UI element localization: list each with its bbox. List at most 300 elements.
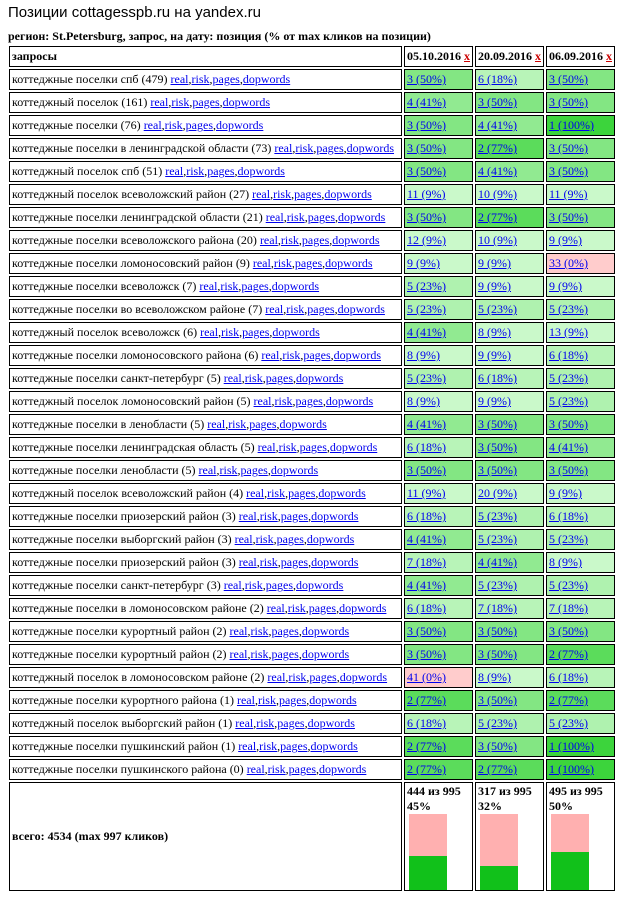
query-link-risk[interactable]: risk: [219, 463, 238, 477]
query-link-risk[interactable]: risk: [278, 440, 297, 454]
delete-date-link[interactable]: x: [606, 49, 612, 63]
query-link-real[interactable]: real: [229, 647, 248, 661]
query-link-dopwords[interactable]: dopwords: [319, 762, 367, 776]
position-link[interactable]: 3 (50%): [478, 463, 517, 477]
query-link-real[interactable]: real: [265, 210, 284, 224]
query-link-pages[interactable]: pages: [271, 624, 299, 638]
position-link[interactable]: 3 (50%): [478, 647, 517, 661]
position-link[interactable]: 11 (9%): [407, 187, 446, 201]
position-link[interactable]: 5 (23%): [478, 302, 517, 316]
query-link-pages[interactable]: pages: [288, 486, 316, 500]
query-link-dopwords[interactable]: dopwords: [339, 601, 387, 615]
query-link-pages[interactable]: pages: [277, 716, 305, 730]
link-separator: ,: [262, 578, 266, 592]
position-cell: [475, 230, 544, 251]
query-link-risk[interactable]: risk: [255, 532, 274, 546]
query-link-risk[interactable]: risk: [228, 417, 247, 431]
query-link-dopwords[interactable]: dopwords: [329, 440, 378, 454]
query-link-dopwords[interactable]: dopwords: [346, 141, 395, 155]
position-cell: [404, 253, 473, 274]
query-link-pages[interactable]: pages: [207, 164, 235, 178]
query-link-dopwords[interactable]: dopwords: [337, 302, 385, 316]
query-link-real[interactable]: real: [229, 624, 248, 638]
position-link[interactable]: 1 (100%): [549, 118, 594, 132]
link-separator: ,: [285, 486, 289, 500]
query-link-real[interactable]: real: [236, 693, 255, 707]
query-link-pages[interactable]: pages: [316, 141, 344, 155]
position-link[interactable]: 7 (18%): [549, 601, 588, 615]
query-link-dopwords[interactable]: dopwords: [270, 463, 319, 477]
query-link-pages[interactable]: pages: [240, 463, 268, 477]
query-link-dopwords[interactable]: dopwords: [272, 325, 320, 339]
position-link[interactable]: 5 (23%): [549, 578, 588, 592]
position-link[interactable]: 3 (50%): [407, 463, 446, 477]
position-link[interactable]: 3 (50%): [407, 141, 446, 155]
position-link[interactable]: 5 (23%): [407, 279, 446, 293]
query-link-risk[interactable]: risk: [282, 348, 301, 362]
query-link-pages[interactable]: pages: [271, 647, 299, 661]
link-separator: ,: [217, 279, 221, 293]
position-cell: [546, 690, 615, 711]
query-cell: [9, 483, 402, 504]
query-link-pages[interactable]: pages: [241, 279, 269, 293]
position-link[interactable]: 3 (50%): [478, 739, 517, 753]
query-text: коттеджные поселки спб (479): [12, 72, 168, 86]
query-text: коттеджные поселки всеволожск (7): [12, 279, 197, 293]
position-link[interactable]: 3 (50%): [478, 95, 517, 109]
position-link[interactable]: 6 (18%): [549, 348, 588, 362]
query-link-pages[interactable]: pages: [185, 118, 213, 132]
query-link-dopwords[interactable]: dopwords: [296, 371, 344, 385]
link-separator: ,: [336, 601, 340, 615]
link-separator: ,: [247, 647, 251, 661]
query-link-real[interactable]: real: [235, 716, 254, 730]
query-link-real[interactable]: real: [253, 394, 272, 408]
table-row: [9, 276, 615, 297]
query-link-pages[interactable]: pages: [307, 210, 336, 224]
table-row: [9, 161, 615, 182]
position-link[interactable]: 3 (50%): [549, 417, 588, 431]
query-text: коттеджный поселок всеволожск (6): [12, 325, 198, 339]
query-cell: [9, 575, 402, 596]
position-cell: [546, 230, 615, 251]
query-link-dopwords[interactable]: dopwords: [301, 647, 350, 661]
link-separator: ,: [293, 371, 297, 385]
query-link-risk[interactable]: risk: [220, 279, 239, 293]
query-link-dopwords[interactable]: dopwords: [306, 532, 355, 546]
query-link-pages[interactable]: pages: [307, 302, 335, 316]
link-separator: ,: [277, 555, 281, 569]
query-link-dopwords[interactable]: dopwords: [310, 739, 358, 753]
position-link[interactable]: 5 (23%): [478, 509, 517, 523]
position-link[interactable]: 2 (77%): [478, 141, 517, 155]
query-link-risk[interactable]: risk: [273, 187, 292, 201]
position-link[interactable]: 6 (18%): [407, 440, 446, 454]
query-link-risk[interactable]: risk: [186, 164, 205, 178]
query-link-dopwords[interactable]: dopwords: [296, 578, 344, 592]
position-cell: [475, 69, 544, 90]
position-link[interactable]: 5 (23%): [478, 578, 517, 592]
position-link[interactable]: 5 (23%): [549, 371, 588, 385]
position-link[interactable]: 2 (77%): [478, 762, 517, 776]
query-link-risk[interactable]: risk: [244, 371, 263, 385]
position-cell: [546, 506, 615, 527]
query-link-dopwords[interactable]: dopwords: [311, 555, 359, 569]
position-link[interactable]: 4 (41%): [407, 578, 446, 592]
query-link-pages[interactable]: pages: [242, 325, 270, 339]
position-link[interactable]: 7 (18%): [407, 555, 446, 569]
query-link-real[interactable]: real: [246, 762, 265, 776]
query-link-real[interactable]: real: [261, 348, 280, 362]
position-link[interactable]: 8 (9%): [549, 555, 582, 569]
position-link[interactable]: 11 (9%): [549, 187, 588, 201]
position-link[interactable]: 5 (23%): [407, 302, 446, 316]
position-link[interactable]: 3 (50%): [407, 647, 446, 661]
position-link[interactable]: 2 (77%): [407, 693, 446, 707]
query-link-real[interactable]: real: [259, 233, 278, 247]
position-link[interactable]: 9 (9%): [478, 256, 511, 270]
query-link-dopwords[interactable]: dopwords: [309, 693, 357, 707]
position-link[interactable]: 8 (9%): [407, 394, 440, 408]
query-cell: [9, 621, 402, 642]
position-link[interactable]: 8 (9%): [407, 348, 440, 362]
query-link-pages[interactable]: pages: [294, 256, 323, 270]
position-link[interactable]: 5 (23%): [549, 716, 588, 730]
position-link[interactable]: 2 (77%): [549, 647, 588, 661]
position-link[interactable]: 9 (9%): [478, 279, 511, 293]
position-link[interactable]: 5 (23%): [549, 302, 588, 316]
position-link[interactable]: 3 (50%): [478, 624, 517, 638]
query-link-real[interactable]: real: [238, 555, 257, 569]
table-row: [9, 368, 615, 389]
link-separator: ,: [304, 210, 308, 224]
position-link[interactable]: 3 (50%): [549, 164, 588, 178]
query-link-risk[interactable]: risk: [295, 141, 314, 155]
query-text: коттеджный поселок спб (51): [12, 164, 163, 178]
query-link-real[interactable]: real: [150, 95, 169, 109]
position-link[interactable]: 10 (9%): [478, 233, 517, 247]
query-link-real[interactable]: real: [223, 371, 242, 385]
query-link-real[interactable]: real: [267, 670, 286, 684]
query-link-pages[interactable]: pages: [280, 739, 308, 753]
query-link-dopwords[interactable]: dopwords: [339, 670, 388, 684]
link-separator: ,: [304, 716, 308, 730]
query-link-pages[interactable]: pages: [280, 509, 309, 523]
position-cell: [404, 690, 473, 711]
query-link-pages[interactable]: pages: [265, 371, 294, 385]
position-cell: [546, 667, 615, 688]
query-link-dopwords[interactable]: dopwords: [325, 256, 373, 270]
query-link-real[interactable]: real: [223, 578, 242, 592]
position-link[interactable]: 10 (9%): [478, 187, 517, 201]
position-cell: [404, 69, 473, 90]
link-separator: ,: [273, 532, 277, 546]
position-link[interactable]: 5 (23%): [549, 532, 588, 546]
query-link-pages[interactable]: pages: [295, 394, 323, 408]
query-link-dopwords[interactable]: dopwords: [324, 187, 372, 201]
query-link-pages[interactable]: pages: [192, 95, 220, 109]
query-link-dopwords[interactable]: dopwords: [332, 233, 380, 247]
query-link-risk[interactable]: risk: [288, 670, 307, 684]
query-link-dopwords[interactable]: dopwords: [311, 509, 359, 523]
delete-date-link[interactable]: x: [535, 49, 541, 63]
query-link-pages[interactable]: pages: [278, 693, 307, 707]
query-link-real[interactable]: real: [143, 118, 162, 132]
position-cell: [475, 621, 544, 642]
position-link[interactable]: 4 (41%): [478, 555, 517, 569]
query-link-real[interactable]: real: [165, 164, 184, 178]
position-link[interactable]: 4 (41%): [407, 532, 446, 546]
position-link[interactable]: 5 (23%): [407, 371, 446, 385]
position-link[interactable]: 3 (50%): [478, 440, 517, 454]
link-separator: ,: [268, 647, 272, 661]
query-cell: [9, 368, 402, 389]
position-link[interactable]: 8 (9%): [478, 325, 511, 339]
position-link[interactable]: 4 (41%): [478, 164, 517, 178]
query-link-real[interactable]: real: [238, 739, 257, 753]
position-link[interactable]: 6 (18%): [407, 716, 446, 730]
query-link-real[interactable]: real: [199, 279, 218, 293]
query-link-risk[interactable]: risk: [286, 210, 305, 224]
link-separator: ,: [285, 762, 289, 776]
link-separator: ,: [283, 302, 287, 316]
query-link-real[interactable]: real: [246, 486, 265, 500]
query-cell: [9, 414, 402, 435]
query-link-dopwords[interactable]: dopwords: [271, 279, 320, 293]
position-link[interactable]: 1 (100%): [549, 739, 594, 753]
query-link-risk[interactable]: risk: [250, 624, 269, 638]
position-link[interactable]: 4 (41%): [478, 118, 517, 132]
total-clicks: 317 из 995: [478, 784, 532, 798]
position-cell: [404, 414, 473, 435]
query-link-real[interactable]: real: [252, 187, 271, 201]
query-link-real[interactable]: real: [234, 532, 253, 546]
query-text: коттеджный поселок выборгский район (1): [12, 716, 233, 730]
query-link-dopwords[interactable]: dopwords: [333, 348, 381, 362]
query-link-dopwords[interactable]: dopwords: [301, 624, 350, 638]
position-link[interactable]: 1 (100%): [549, 762, 594, 776]
header-row: [9, 46, 615, 67]
position-link[interactable]: 6 (18%): [549, 509, 588, 523]
position-link[interactable]: 6 (18%): [549, 670, 588, 684]
position-link[interactable]: 11 (9%): [407, 486, 446, 500]
query-text: коттеджный поселок ломоносовский район (5): [12, 394, 251, 408]
query-link-dopwords[interactable]: dopwords: [338, 210, 386, 224]
link-separator: ,: [298, 624, 302, 638]
position-link[interactable]: 6 (18%): [407, 509, 446, 523]
position-link[interactable]: 5 (23%): [549, 394, 588, 408]
position-link[interactable]: 12 (9%): [407, 233, 446, 247]
position-link[interactable]: 3 (50%): [549, 72, 588, 86]
link-separator: ,: [274, 716, 278, 730]
position-link[interactable]: 3 (50%): [407, 210, 446, 224]
position-link[interactable]: 9 (9%): [549, 279, 582, 293]
query-link-risk[interactable]: risk: [259, 739, 278, 753]
query-link-risk[interactable]: risk: [244, 578, 263, 592]
query-link-pages[interactable]: pages: [308, 601, 337, 615]
position-link[interactable]: 2 (77%): [549, 693, 588, 707]
query-link-real[interactable]: real: [257, 440, 276, 454]
query-link-risk[interactable]: risk: [286, 302, 305, 316]
query-link-pages[interactable]: pages: [309, 670, 337, 684]
query-link-real[interactable]: real: [207, 417, 226, 431]
query-link-real[interactable]: real: [265, 302, 284, 316]
query-link-pages[interactable]: pages: [212, 72, 240, 86]
query-link-dopwords[interactable]: dopwords: [307, 716, 355, 730]
query-text: коттеджные поселки ленинградской области (21): [12, 210, 263, 224]
table-row: [9, 759, 615, 780]
query-link-risk[interactable]: risk: [191, 72, 210, 86]
position-link[interactable]: 3 (50%): [407, 164, 446, 178]
query-cell: [9, 598, 402, 619]
link-separator: ,: [335, 210, 339, 224]
position-link[interactable]: 3 (50%): [549, 141, 588, 155]
position-link[interactable]: 3 (50%): [549, 210, 588, 224]
query-link-pages[interactable]: pages: [303, 348, 331, 362]
query-link-pages[interactable]: pages: [301, 233, 330, 247]
link-separator: ,: [241, 578, 245, 592]
position-cell: [546, 552, 615, 573]
query-link-real[interactable]: real: [200, 325, 219, 339]
position-link[interactable]: 4 (41%): [549, 440, 588, 454]
query-link-pages[interactable]: pages: [280, 555, 309, 569]
position-link[interactable]: 9 (9%): [407, 256, 440, 270]
position-link[interactable]: 6 (18%): [478, 371, 517, 385]
query-link-dopwords[interactable]: dopwords: [318, 486, 366, 500]
query-link-dopwords[interactable]: dopwords: [237, 164, 285, 178]
position-cell: [404, 207, 473, 228]
query-link-pages[interactable]: pages: [276, 532, 304, 546]
query-link-pages[interactable]: pages: [294, 187, 322, 201]
header-date: [475, 46, 544, 67]
position-link[interactable]: 4 (41%): [407, 95, 446, 109]
query-link-pages[interactable]: pages: [288, 762, 316, 776]
position-link[interactable]: 2 (77%): [478, 210, 517, 224]
position-cell: [404, 184, 473, 205]
date-label: 05.10.2016: [407, 49, 461, 63]
position-link[interactable]: 20 (9%): [478, 486, 517, 500]
query-link-risk[interactable]: risk: [221, 325, 240, 339]
position-link[interactable]: 9 (9%): [478, 348, 511, 362]
position-cell: [404, 667, 473, 688]
query-link-risk[interactable]: risk: [250, 647, 269, 661]
position-cell: [475, 690, 544, 711]
query-link-risk[interactable]: risk: [267, 486, 286, 500]
query-link-real[interactable]: real: [198, 463, 217, 477]
query-link-risk[interactable]: risk: [287, 601, 306, 615]
query-cell: [9, 299, 402, 320]
position-link[interactable]: 5 (23%): [478, 716, 517, 730]
position-link[interactable]: 6 (18%): [407, 601, 446, 615]
position-link[interactable]: 13 (9%): [549, 325, 588, 339]
query-link-real[interactable]: real: [252, 256, 271, 270]
position-cell: [546, 138, 615, 159]
query-link-pages[interactable]: pages: [299, 440, 327, 454]
position-cell: [475, 92, 544, 113]
query-link-risk[interactable]: risk: [256, 716, 275, 730]
query-link-risk[interactable]: risk: [267, 762, 286, 776]
position-link[interactable]: 6 (18%): [478, 72, 517, 86]
query-link-risk[interactable]: risk: [259, 555, 278, 569]
date-label: 20.09.2016: [478, 49, 532, 63]
position-link[interactable]: 3 (50%): [549, 463, 588, 477]
query-link-real[interactable]: real: [266, 601, 285, 615]
query-text: коттеджные поселки курортного района (1): [12, 693, 234, 707]
total-clicks: 444 из 995: [407, 784, 461, 798]
query-link-real[interactable]: real: [274, 141, 293, 155]
position-link[interactable]: 5 (23%): [478, 532, 517, 546]
total-bar: [480, 814, 518, 890]
query-link-dopwords[interactable]: dopwords: [242, 72, 291, 86]
position-cell: [475, 368, 544, 389]
table-row: [9, 690, 615, 711]
position-link[interactable]: 9 (9%): [549, 233, 582, 247]
query-link-risk[interactable]: risk: [164, 118, 183, 132]
position-link[interactable]: 3 (50%): [407, 624, 446, 638]
query-link-dopwords[interactable]: dopwords: [325, 394, 374, 408]
position-cell: [404, 483, 473, 504]
query-link-risk[interactable]: risk: [274, 394, 293, 408]
position-cell: [546, 713, 615, 734]
position-link[interactable]: 8 (9%): [478, 670, 511, 684]
link-separator: ,: [256, 555, 260, 569]
query-link-dopwords[interactable]: dopwords: [216, 118, 264, 132]
query-link-risk[interactable]: risk: [280, 233, 299, 247]
position-cell: [546, 207, 615, 228]
position-link[interactable]: 3 (50%): [407, 72, 446, 86]
position-link[interactable]: 9 (9%): [549, 486, 582, 500]
position-link[interactable]: 2 (77%): [407, 762, 446, 776]
query-cell: [9, 391, 402, 412]
query-link-risk[interactable]: risk: [171, 95, 190, 109]
query-link-risk[interactable]: risk: [259, 509, 278, 523]
delete-date-link[interactable]: x: [464, 49, 470, 63]
position-cell: [546, 391, 615, 412]
query-text: коттеджные поселки ленобласти (5): [12, 463, 196, 477]
query-cell: [9, 161, 402, 182]
position-link[interactable]: 4 (41%): [407, 325, 446, 339]
query-link-dopwords[interactable]: dopwords: [279, 417, 327, 431]
position-link[interactable]: 3 (50%): [478, 693, 517, 707]
position-link[interactable]: 4 (41%): [407, 417, 446, 431]
query-link-dopwords[interactable]: dopwords: [222, 95, 271, 109]
position-link[interactable]: 3 (50%): [407, 118, 446, 132]
link-separator: ,: [308, 555, 312, 569]
query-link-pages[interactable]: pages: [265, 578, 294, 592]
position-cell: [475, 184, 544, 205]
link-separator: ,: [183, 164, 187, 178]
position-link[interactable]: 3 (50%): [549, 624, 588, 638]
position-link[interactable]: 41 (0%): [407, 670, 446, 684]
query-link-real[interactable]: real: [170, 72, 189, 86]
position-link[interactable]: 33 (0%): [549, 256, 588, 270]
position-link[interactable]: 7 (18%): [478, 601, 517, 615]
position-link[interactable]: 2 (77%): [407, 739, 446, 753]
query-text: коттеджные поселки в ломоносовском районе (2): [12, 601, 264, 615]
position-link[interactable]: 9 (9%): [478, 394, 511, 408]
position-link[interactable]: 3 (50%): [549, 95, 588, 109]
link-separator: ,: [264, 486, 268, 500]
position-cell: [404, 161, 473, 182]
query-link-risk[interactable]: risk: [257, 693, 276, 707]
position-link[interactable]: 3 (50%): [478, 417, 517, 431]
query-link-pages[interactable]: pages: [249, 417, 277, 431]
query-cell: [9, 529, 402, 550]
query-link-real[interactable]: real: [238, 509, 257, 523]
query-link-risk[interactable]: risk: [273, 256, 292, 270]
link-separator: ,: [256, 739, 260, 753]
position-cell: [546, 345, 615, 366]
